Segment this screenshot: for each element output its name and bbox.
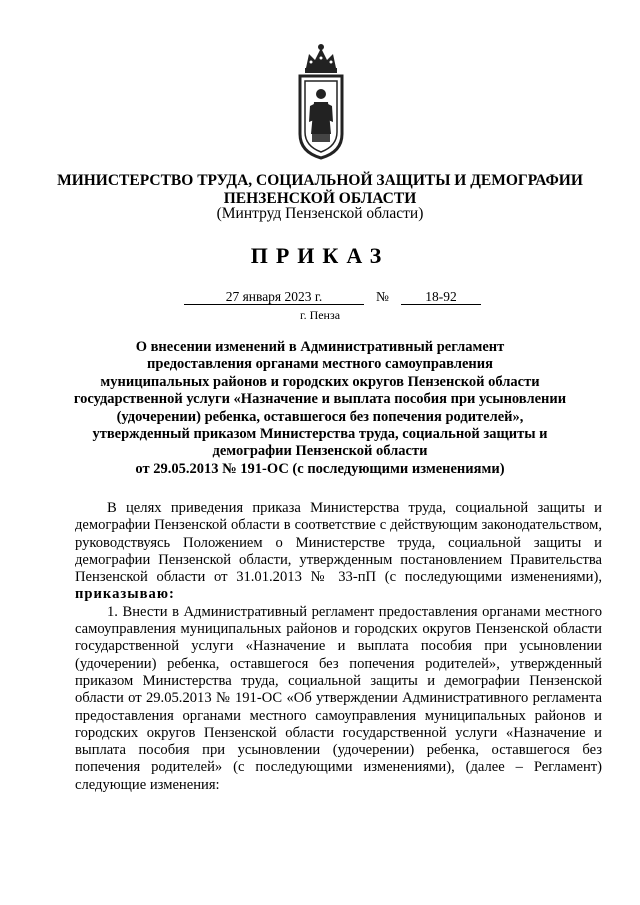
ministry-name xyxy=(40,172,600,208)
order-number: 18-92 xyxy=(425,289,457,304)
date-number-row xyxy=(0,289,640,309)
date-underline xyxy=(184,304,364,305)
subject-line: О внесении изменений в Административный регламент xyxy=(135,339,505,355)
subject-line: государственной услуги «Назначение и выплата пособия при усыновлении xyxy=(73,391,567,408)
subject-line: (удочерении) ребенка, оставшегося без попечения родителей», xyxy=(116,408,524,425)
subject-line: муниципальных районов и городских округов Пензенской области xyxy=(100,373,540,390)
order-subject xyxy=(70,339,570,478)
ministry-short-name: (Минтруд Пензенской области) xyxy=(216,205,424,222)
order-keyword: приказываю: xyxy=(75,586,175,603)
preamble-paragraph xyxy=(75,500,602,604)
preamble-text: В целях приведения приказа Министерства труда, социальной защиты и демографии Пензенской области в соответствие с действующим законодательством, руководствуясь Положением о Министерстве труда, социальной защиты и демографии Пензенской области, утвержденным постановлением Правительства Пензенской области от 31.01.2013 № 33-пП (с последующими изменениями), xyxy=(75,500,602,586)
order-body xyxy=(75,500,602,794)
subject-line: утвержденный приказом Министерства труда, социальной защиты и xyxy=(92,426,548,443)
order-date: 27 января 2023 г. xyxy=(225,289,323,304)
subject-line: от 29.05.2013 № 191-ОС (с последующими изменениями) xyxy=(135,460,505,477)
ministry-name-line1: МИНИСТЕРСТВО ТРУДА, СОЦИАЛЬНОЙ ЗАЩИТЫ И ДЕМОГРАФИИ xyxy=(57,172,583,189)
subject-line: демографии Пензенской области xyxy=(212,443,428,460)
number-underline xyxy=(401,304,481,305)
coat-of-arms-icon xyxy=(294,42,348,160)
item-1-paragraph: 1. Внести в Административный регламент предоставления органами местного самоуправления муниципальных районов и городских округов Пензенской области государственной услуги «Назначение и выплата пособия при усыновлении (удочерении) ребенка, оставшегося без попечения родителей», утвержденный приказом Министерства труда, социальной защиты и демографии Пензенской области от 29.05.2013 № 191-ОС «Об утверждении Административного регламента предоставления органами местного самоуправления муниципальных районов и городских округов Пензенской области государственной услуги «Назначение и выплата пособия при усыновлении (удочерении) ребенка, оставшегося без попечения родителей» (с последующими изменениями), (далее – Регламент) следующие изменения: xyxy=(75,603,602,793)
city: г. Пенза xyxy=(300,308,341,322)
document-type-title: ПРИКАЗ xyxy=(250,243,390,268)
number-sign: № xyxy=(376,289,389,304)
ministry-name-line2: ПЕНЗЕНСКОЙ ОБЛАСТИ xyxy=(223,190,417,207)
subject-line: предоставления органами местного самоуправления xyxy=(147,356,493,373)
